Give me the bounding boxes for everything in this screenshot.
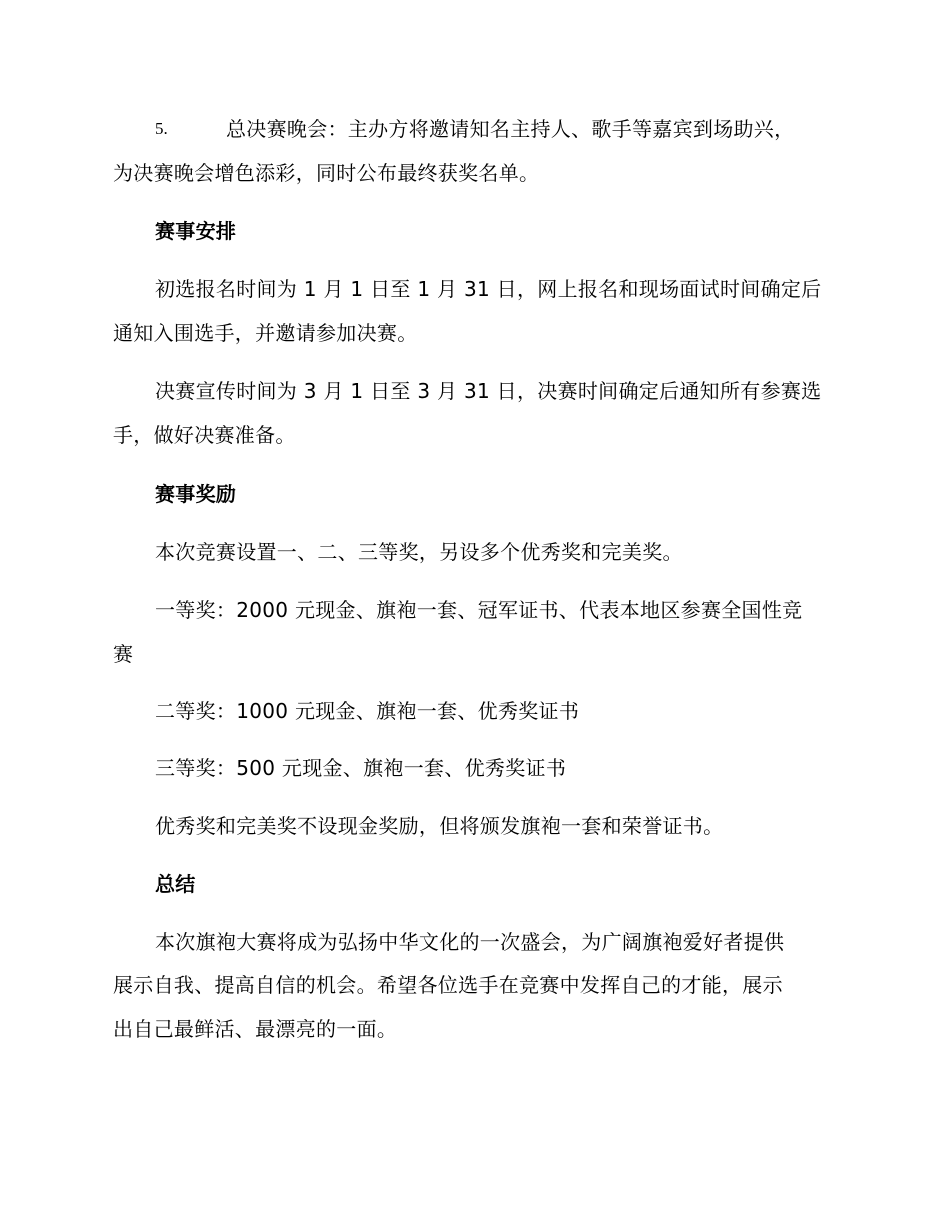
- paragraph-line: 展示自我、提高自信的机会。希望各位选手在竞赛中发挥自己的才能，展示: [113, 973, 783, 997]
- paragraph-line: 本次旗袍大赛将成为弘扬中华文化的一次盛会，为广阔旗袍爱好者提供: [155, 930, 785, 954]
- section-heading-summary: 总结: [155, 872, 196, 896]
- section-heading-awards: 赛事奖励: [155, 482, 237, 506]
- paragraph-line: 出自己最鲜活、最漂亮的一面。: [113, 1017, 398, 1041]
- paragraph-line: 初选报名时间为 1 月 1 日至 1 月 31 日，网上报名和现场面试时间确定后: [155, 277, 822, 301]
- paragraph-line: 一等奖：2000 元现金、旗袍一套、冠军证书、代表本地区参赛全国性竞: [155, 598, 803, 622]
- list-item-text-line: 为决赛晚会增色添彩，同时公布最终获奖名单。: [113, 161, 540, 185]
- paragraph-line: 手，做好决赛准备。: [113, 423, 296, 447]
- list-item-text-line: 总决赛晚会：主办方将邀请知名主持人、歌手等嘉宾到场助兴，: [226, 117, 795, 141]
- paragraph-line: 决赛宣传时间为 3 月 1 日至 3 月 31 日，决赛时间确定后通知所有参赛选: [155, 379, 822, 403]
- section-heading-schedule: 赛事安排: [155, 219, 237, 243]
- paragraph-line: 优秀奖和完美奖不设现金奖励，但将颁发旗袍一套和荣誉证书。: [155, 814, 724, 838]
- list-item-number: 5.: [155, 119, 168, 138]
- paragraph-line: 二等奖：1000 元现金、旗袍一套、优秀奖证书: [155, 699, 580, 723]
- paragraph-line: 本次竞赛设置一、二、三等奖，另设多个优秀奖和完美奖。: [155, 540, 683, 564]
- paragraph-line: 赛: [113, 642, 134, 666]
- paragraph-line: 通知入围选手，并邀请参加决赛。: [113, 321, 418, 345]
- paragraph-line: 三等奖：500 元现金、旗袍一套、优秀奖证书: [155, 756, 567, 780]
